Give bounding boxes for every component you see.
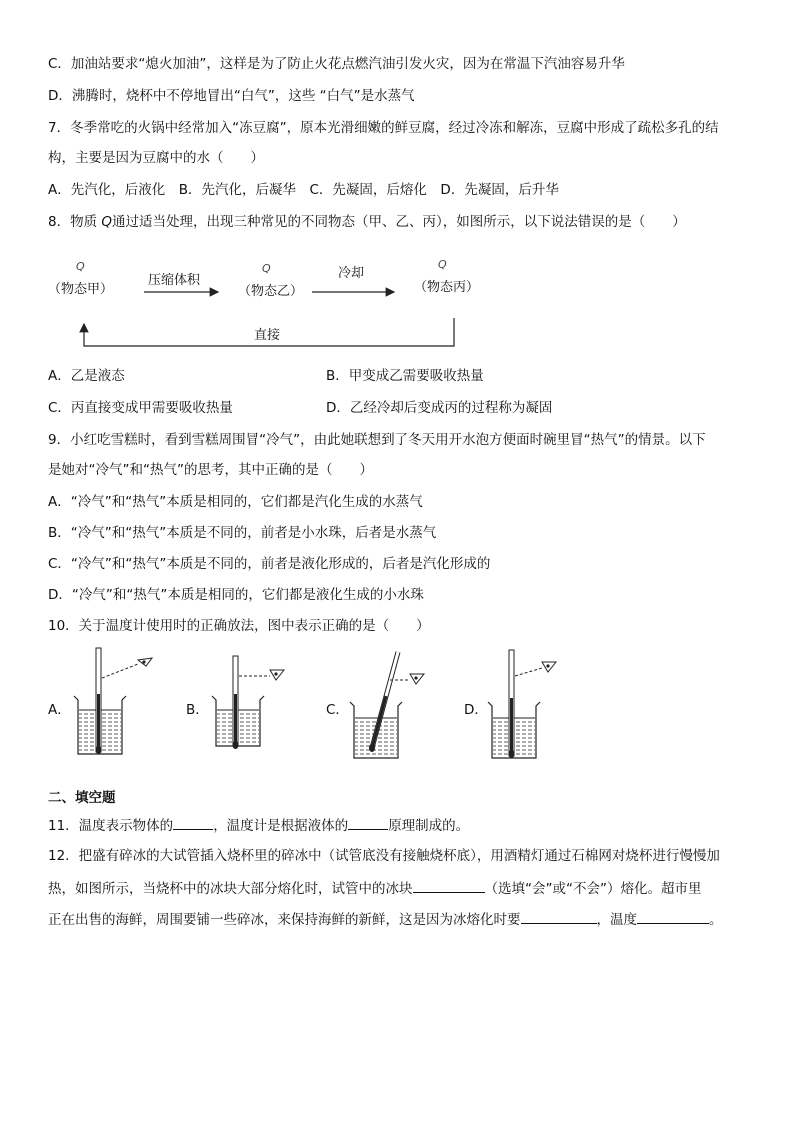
thermo-label-a: A． bbox=[48, 702, 71, 718]
question-10-stem: 10．关于温度计使用时的正确放法，图中表示正确的是（ ） bbox=[48, 618, 430, 634]
q11-blank-2 bbox=[348, 815, 388, 830]
section-title-fill-in: 二、填空题 bbox=[48, 790, 116, 806]
q9-option-b: B．“冷气”和“热气”本质是不同的，前者是小水珠，后者是水蒸气 bbox=[48, 525, 437, 541]
arrow-direct-label: 直接 bbox=[254, 328, 281, 343]
state-3-label: （物态丙） bbox=[414, 280, 480, 295]
thermo-label-c: C． bbox=[326, 702, 349, 718]
q12-blank-1 bbox=[413, 878, 485, 893]
figure-a bbox=[74, 648, 152, 754]
q8-option-b: B．甲变成乙需要吸收热量 bbox=[326, 368, 484, 384]
q12-blank-3 bbox=[637, 909, 709, 924]
q-symbol-3: Q bbox=[438, 258, 447, 271]
thermometer-drawings bbox=[48, 640, 748, 770]
question-7-line2: 构，主要是因为豆腐中的水（ ） bbox=[48, 150, 264, 166]
thermometer-figures bbox=[48, 640, 748, 770]
question-9-line1: 9．小红吃雪糕时，看到雪糕周围冒“冷气”，由此她联想到了冬天用开水泡方便面时碗里冒“热气”的情景。以下 bbox=[48, 432, 706, 448]
figure-d bbox=[488, 650, 556, 758]
question-7-line1: 7．冬季常吃的火锅中经常加入“冻豆腐”，原本光滑细嫩的鲜豆腐，经过冷冻和解冻，豆腐中形成了疏松多孔的结 bbox=[48, 120, 719, 136]
question-12-line3: 正在出售的海鲜，周围要铺一些碎冰，来保持海鲜的新鲜，这是因为冰熔化时要 ，温度 。 bbox=[48, 909, 723, 930]
question-9-line2: 是她对“冷气”和“热气”的思考，其中正确的是（ ） bbox=[48, 462, 373, 478]
question-12-line1: 12．把盛有碎冰的大试管插入烧杯里的碎冰中（试管底没有接触烧杯底），用酒精灯通过石棉网对烧杯进行慢慢加 bbox=[48, 848, 720, 864]
q-symbol-2: Q bbox=[262, 262, 271, 275]
figure-c bbox=[350, 652, 424, 758]
arrow-compress-label: 压缩体积 bbox=[148, 273, 201, 288]
option-c-text: C．加油站要求“熄火加油”，这样是为了防止火花点燃汽油引发火灾，因为在常温下汽油容易升华 bbox=[48, 56, 625, 72]
question-7-options: A．先汽化，后液化 B．先汽化，后凝华 C．先凝固，后熔化 D．先凝固，后升华 bbox=[48, 182, 559, 198]
q12-blank-2 bbox=[521, 909, 597, 924]
question-8-stem: 8．物质 Q通过适当处理，出现三种常见的不同物态（甲、乙、丙），如图所示，以下说法错误的是（ ） bbox=[48, 214, 686, 230]
q8-option-d: D．乙经冷却后变成丙的过程称为凝固 bbox=[326, 400, 553, 416]
state-2-label: （物态乙） bbox=[238, 284, 304, 299]
option-d-text: D．沸腾时，烧杯中不停地冒出“白气”，这些 “白气”是水蒸气 bbox=[48, 88, 415, 104]
figure-b bbox=[212, 656, 284, 749]
arrow-cool-label: 冷却 bbox=[338, 266, 365, 281]
q8-option-a: A．乙是液态 bbox=[48, 368, 125, 384]
state-change-diagram bbox=[48, 252, 478, 352]
question-11: 11．温度表示物体的 ，温度计是根据液体的 原理制成的。 bbox=[48, 815, 469, 836]
q11-blank-1 bbox=[173, 815, 213, 830]
q8-option-c: C．丙直接变成甲需要吸收热量 bbox=[48, 400, 233, 416]
thermo-label-b: B． bbox=[186, 702, 209, 718]
q-symbol-1: Q bbox=[76, 260, 85, 273]
question-12-line2: 热，如图所示，当烧杯中的冰块大部分熔化时，试管中的冰块 （选填“会”或“不会”）熔化。超市里 bbox=[48, 878, 701, 899]
q9-option-c: C．“冷气”和“热气”本质是不同的，前者是液化形成的，后者是汽化形成的 bbox=[48, 556, 491, 572]
state-1-label: （物态甲） bbox=[48, 282, 114, 297]
thermo-label-d: D． bbox=[464, 702, 488, 718]
q9-option-a: A．“冷气”和“热气”本质是相同的，它们都是汽化生成的水蒸气 bbox=[48, 494, 423, 510]
q9-option-d: D．“冷气”和“热气”本质是相同的，它们都是液化生成的小水珠 bbox=[48, 587, 424, 603]
